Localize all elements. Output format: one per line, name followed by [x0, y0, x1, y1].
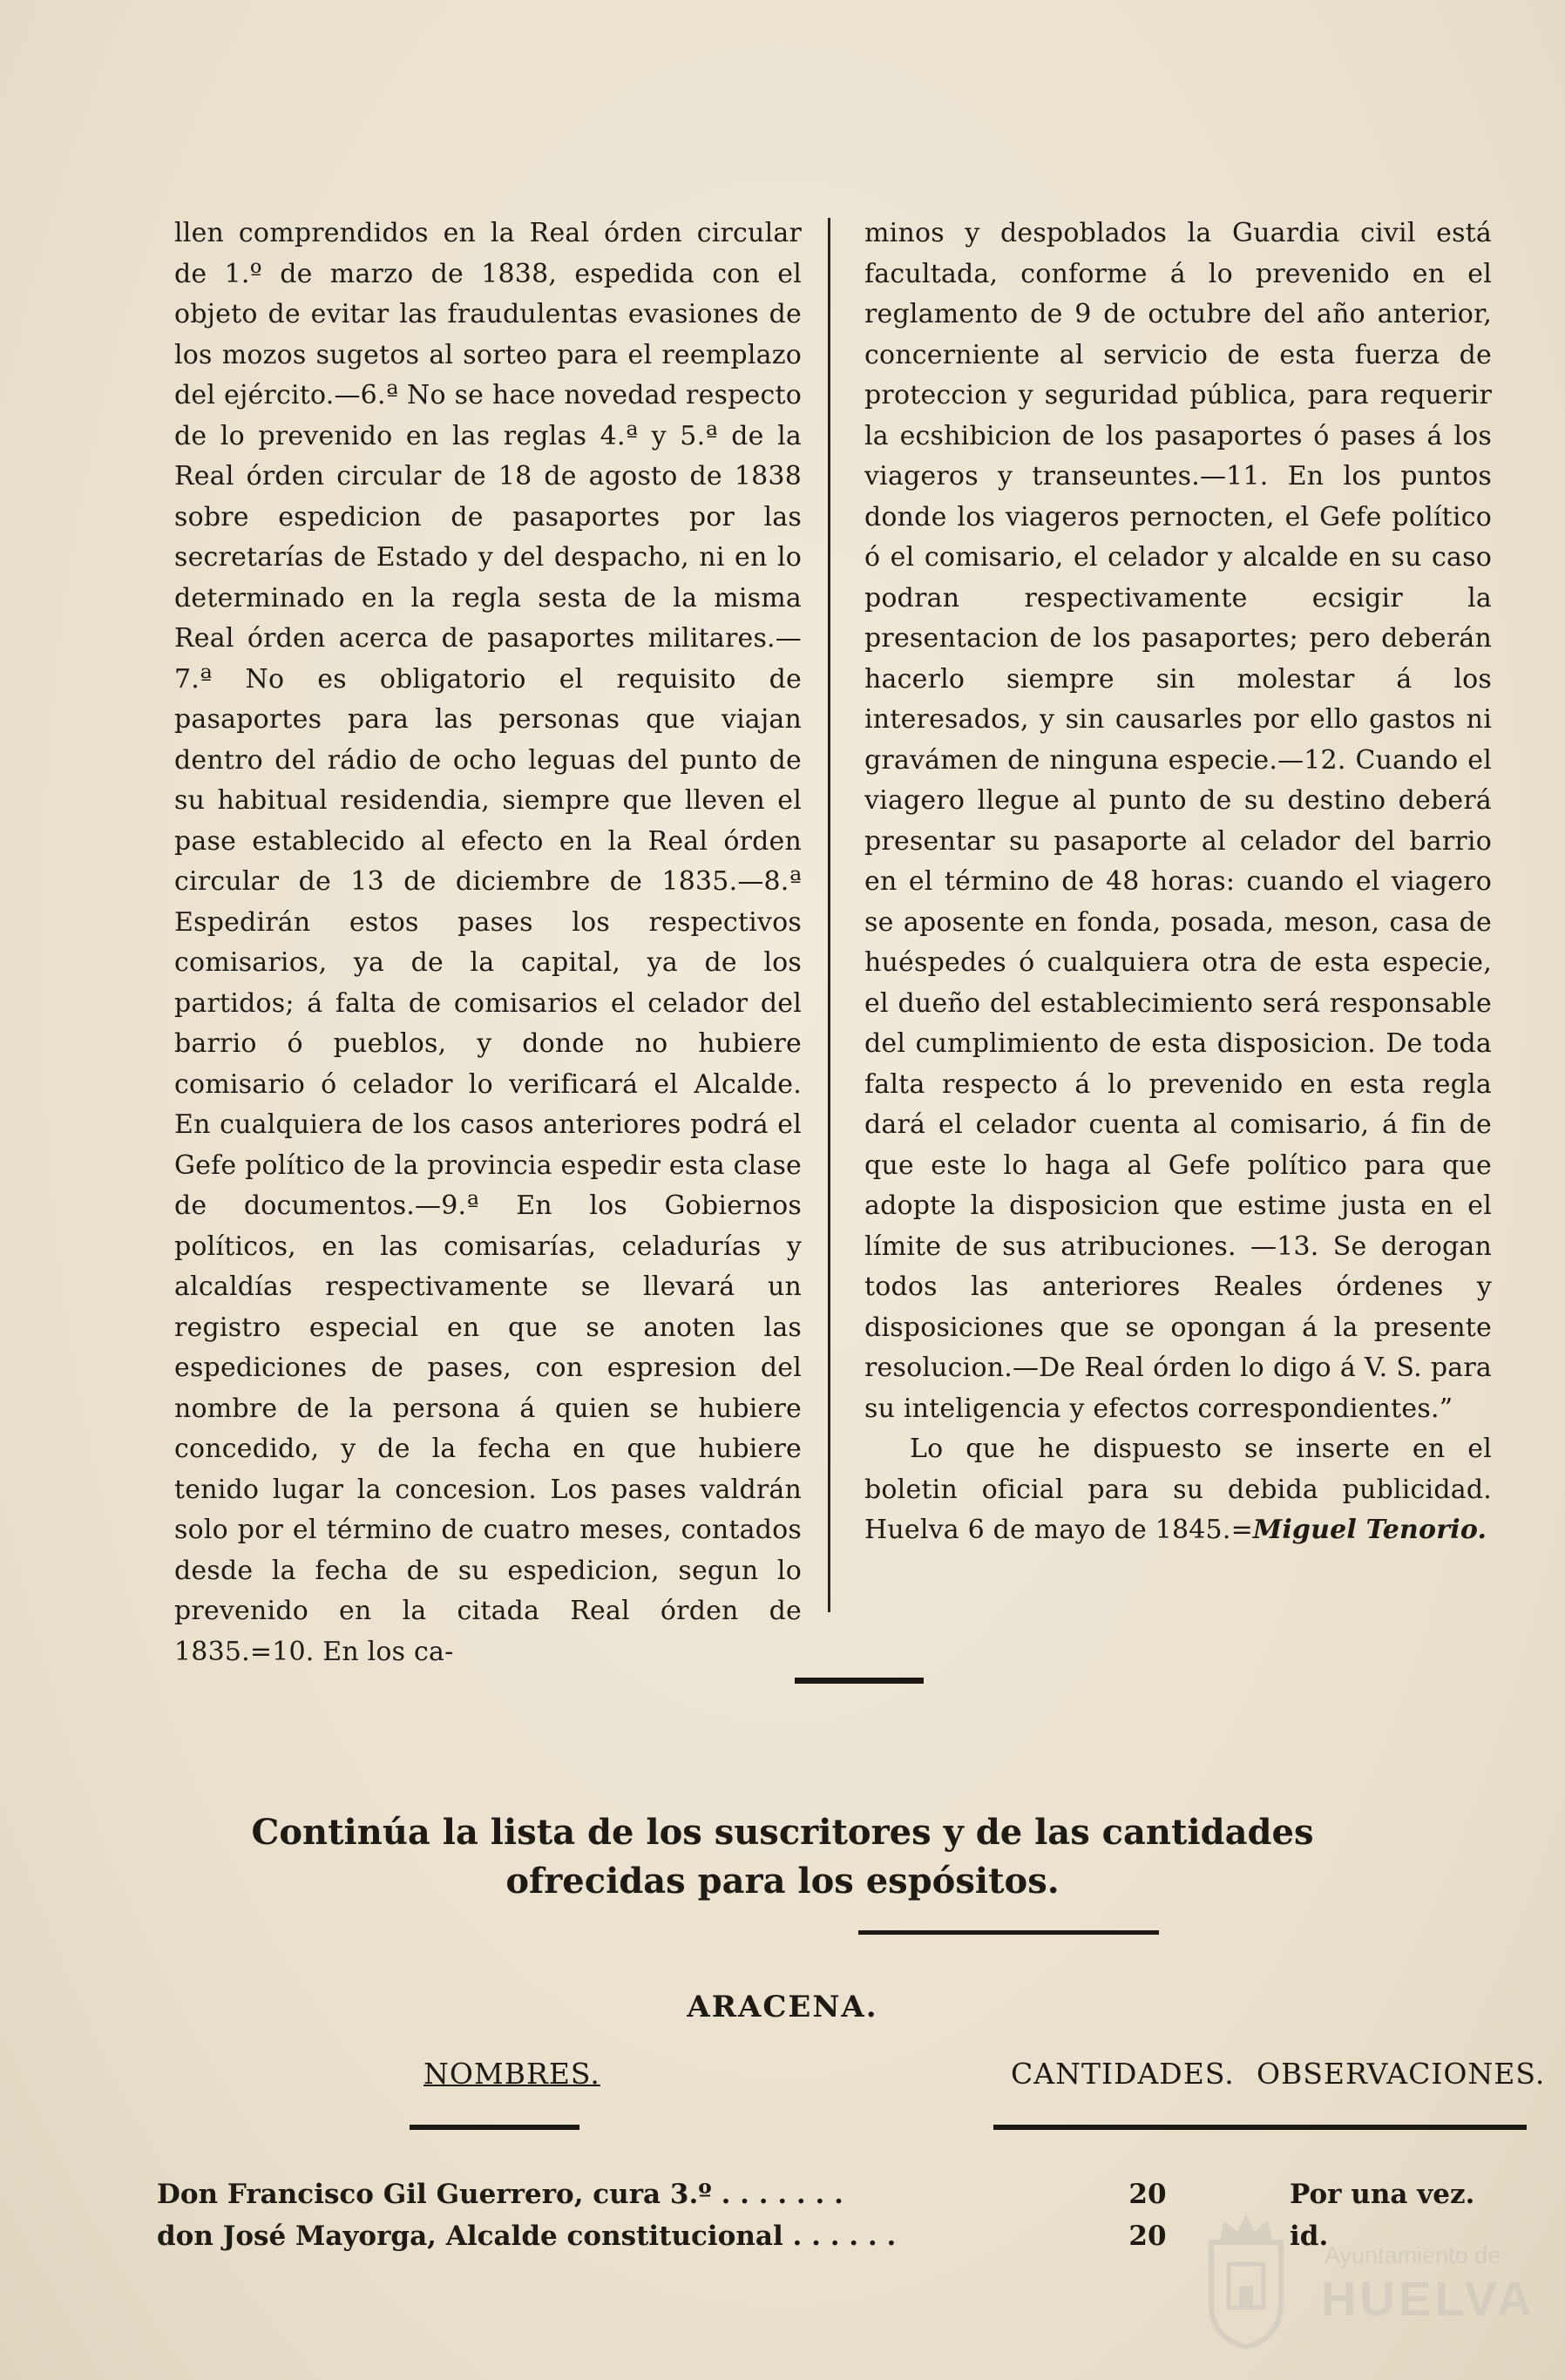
subscriber-amount: 20 [1128, 2221, 1167, 2252]
header-observations: OBSERVACIONES. [1257, 2057, 1546, 2091]
header-amounts-rule [993, 2125, 1265, 2130]
subscriber-note: Por una vez. [1290, 2179, 1475, 2210]
watermark-line1: Ayuntamiento de [1324, 2242, 1501, 2268]
right-column-text: minos y despoblados la Guardia civil está facultada, conforme á lo prevenido en el reglamento de 9 de octubre del año anterior, concerniente al servicio de esta fuerza de proteccion y seguridad pública, para requerir la ecshibicion de los pasaportes ó pases á los viageros y transeuntes.—11. En los puntos donde los viageros pernocten, el Gefe político ó el comisario, el celador y alcalde en su caso podran respectivamente ecsigir la presentacion de los pasaportes; pero deberán hacerlo siempre sin molestar á los interesados, y sin causarles por ello gastos ni gravámen de ninguna especie.—12. Cuando el viagero llegue al punto de su destino deberá presentar su pasaporte al celador del barrio en el término de 48 horas: cuando el viagero se aposente en fonda, posada, meson, casa de huéspedes ó cualquiera otra de esta especie, el dueño del establecimiento será responsable del cumplimiento de esta disposicion. De toda falta respecto á lo prevenido en esta regla dará el celador cuenta al comisario, á fin de que este lo haga al Gefe político para que adopte la disposicion que estime justa en el límite de sus atribuciones. —13. Se derogan todos las anteriores Reales órdenes y disposiciones que se opongan á la presente resolucion.—De Real órden lo digo á V. S. para su inteligencia y efectos correspondientes.” [864, 218, 1492, 1424]
list-heading: Continúa la lista de los suscritores y de las cantidades ofrecidas para los espósitos. [251, 1812, 1314, 1902]
body-columns [174, 214, 1492, 1667]
heading-rule [858, 1930, 1159, 1935]
subscriber-amount: 20 [1128, 2179, 1167, 2210]
closing-text: Lo que he dispuesto se inserte en el boletin oficial para su debida publicidad. Huelva 6 de mayo de 1845.= [864, 1434, 1492, 1545]
column-divider [828, 218, 830, 1612]
subscriber-note: id. [1290, 2221, 1329, 2252]
watermark [1203, 2200, 1535, 2357]
header-names-rule [410, 2125, 579, 2130]
header-observations-rule [1257, 2125, 1527, 2130]
left-column [174, 214, 802, 1667]
right-column [864, 214, 1492, 1625]
subscriber-name: don José Mayorga, Alcalde constitucional . . . . . . [157, 2221, 897, 2252]
left-column-text: llen comprendidos en la Real órden circular de 1.º de marzo de 1838, espedida con el objeto de evitar las fraudulentas evasiones de los mozos sugetos al sorteo para el reemplazo del ejército.—6.ª No se hace novedad respecto de lo prevenido en las reglas 4.ª y 5.ª de la Real órden circular de 18 de agosto de 1838 sobre espedicion de pasaportes por las secretarías de Estado y del despacho, ni en lo determinado en la regla sesta de la misma Real órden acerca de pasaportes militares.—7.ª No es obligatorio el requisito de pasaportes para las personas que viajan dentro del rádio de ocho leguas del punto de su habitual residendia, siempre que lleven el pase establecido al efecto en la Real órden circular de 13 de diciembre de 1835.—8.ª Espedirán estos pases los respectivos comisarios, ya de la capital, ya de los partidos; á falta de comisarios el celador del barrio ó pueblos, y donde no hubiere comisario ó celador lo verificará el Alcalde. En cualquiera de los casos anteriores podrá el Gefe político de la provincia espedir esta clase de documentos.—9.ª En los Gobiernos políticos, en las comisarías, celadurías y alcaldías respectivamente se llevará un registro especial en que se anoten las espediciones de pases, con espresion del nombre de la persona á quien se hubiere concedido, y de la fecha en que hubiere tenido lugar la concesion. Los pases valdrán solo por el término de cuatro meses, contados desde la fecha de su espedicion, segun lo prevenido en la citada Real órden de 1835.=10. En los ca- [174, 218, 802, 1667]
subscriber-name: Don Francisco Gil Guerrero, cura 3.º . . . . . . . [157, 2179, 843, 2210]
header-amounts: CANTIDADES. [1011, 2057, 1235, 2091]
place-name: ARACENA. [687, 1990, 878, 2024]
closing-paragraph [864, 1429, 1492, 1551]
watermark-line2: HUELVA [1321, 2271, 1535, 2326]
header-names: NOMBRES. [423, 2057, 600, 2091]
coat-of-arms-icon [1203, 2207, 1290, 2351]
section-rule [795, 1678, 924, 1684]
signature: Miguel Tenorio. [1252, 1515, 1487, 1545]
